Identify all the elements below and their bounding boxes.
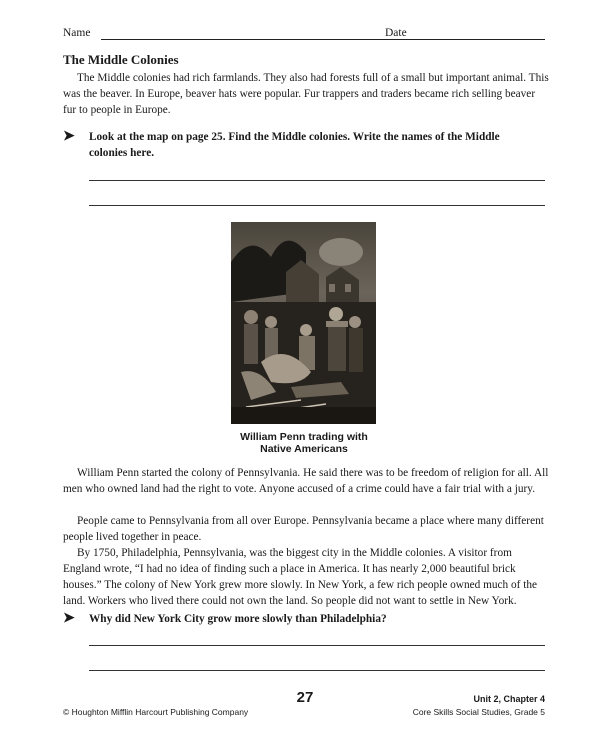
body-paragraph-3 bbox=[63, 545, 549, 609]
body-paragraph-2 bbox=[63, 513, 549, 545]
answer-line-3[interactable] bbox=[89, 645, 545, 646]
body-paragraph-2-text: People came to Pennsylvania from all over Europe. Pennsylvania became a place where many different people lived together in peace. bbox=[63, 515, 544, 543]
name-label: Name bbox=[63, 27, 91, 39]
intro-paragraph bbox=[63, 70, 549, 118]
name-field[interactable] bbox=[101, 39, 437, 40]
header-row bbox=[63, 27, 545, 43]
page-number: 27 bbox=[296, 689, 314, 706]
footer-book-info bbox=[380, 693, 545, 719]
unit-chapter: Unit 2, Chapter 4 bbox=[473, 694, 545, 704]
page-title: The Middle Colonies bbox=[63, 52, 179, 67]
figure-caption bbox=[200, 431, 408, 455]
william-penn-illustration bbox=[231, 222, 376, 424]
copyright: © Houghton Mifflin Harcourt Publishing Company bbox=[63, 707, 249, 717]
question-2-text: Why did New York City grow more slowly than Philadelphia? bbox=[89, 613, 387, 625]
illustration-image bbox=[231, 222, 376, 424]
arrow-icon: ➤ bbox=[63, 129, 75, 144]
answer-line-4[interactable] bbox=[89, 670, 545, 671]
answer-line-1[interactable] bbox=[89, 180, 545, 181]
caption-line-1: William Penn trading with bbox=[240, 431, 368, 443]
date-field[interactable] bbox=[413, 39, 545, 40]
book-title: Core Skills Social Studies, Grade 5 bbox=[412, 707, 545, 717]
arrow-icon: ➤ bbox=[63, 611, 75, 626]
body-paragraph-3-text: By 1750, Philadelphia, Pennsylvania, was the biggest city in the Middle colonies. A visitor from England wrote, “I had no idea of finding such a place in America. It has nearly 2,000 beautiful brick houses.” The colony of New York grew more slowly. In New York, a few rich people owned much of the land. Workers who lived there could not own the land. So people did not want to settle in New York. bbox=[63, 547, 538, 607]
question-1-line-2: colonies here. bbox=[89, 147, 155, 159]
intro-text: The Middle colonies had rich farmlands. They also had forests full of a small but important animal. This was the beaver. In Europe, beaver hats were popular. Fur trappers and traders became rich selling beaver fur to people in Europe. bbox=[63, 72, 549, 116]
caption-line-2: Native Americans bbox=[260, 443, 348, 455]
answer-line-2[interactable] bbox=[89, 205, 545, 206]
question-1-line-1: Look at the map on page 25. Find the Middle colonies. Write the names of the Middle bbox=[89, 131, 500, 143]
body-paragraph-1-text: William Penn started the colony of Pennsylvania. He said there was to be freedom of religion for all. All men who owned land had the right to vote. Anyone accused of a crime could have a fair trial with a jury. bbox=[63, 467, 549, 495]
date-label: Date bbox=[385, 27, 407, 39]
body-paragraph-1 bbox=[63, 465, 549, 497]
question-1-text bbox=[89, 129, 529, 161]
